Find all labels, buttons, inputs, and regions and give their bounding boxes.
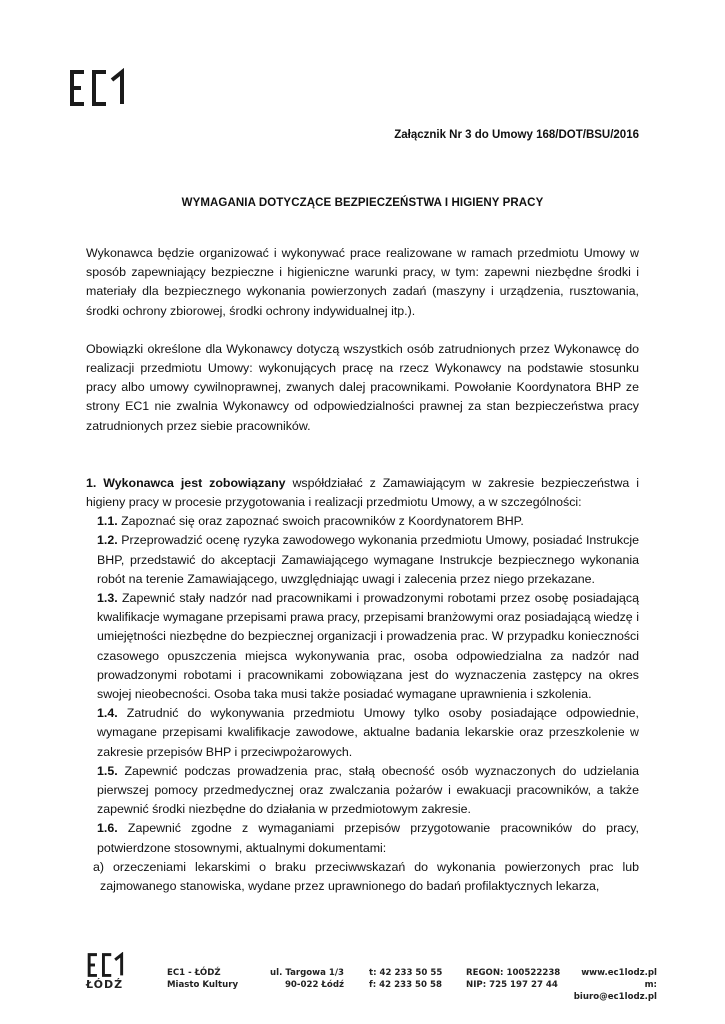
item-number: 1.1. xyxy=(97,514,118,529)
sub-list-item-a: a) orzeczeniami lekarskimi o braku przeciwwskazań do wykonania powierzonych prac lub zajmowanego stanowiska, wydane przez uprawnionego do badań profilaktycznych lekarza, xyxy=(93,859,639,894)
footer-organization xyxy=(167,967,238,991)
list-item xyxy=(86,531,639,589)
footer-org-name: EC1 - ŁÓDŹ xyxy=(167,968,221,978)
footer-regon: REGON: 100522238 xyxy=(466,968,561,978)
footer-fax: f: 42 233 50 58 xyxy=(369,980,442,990)
document-title: WYMAGANIA DOTYCZĄCE BEZPIECZEŃSTWA I HIGIENY PRACY xyxy=(181,197,544,209)
footer-logo-city: ŁÓDŹ xyxy=(86,978,124,991)
section-1-heading: 1. Wykonawca jest zobowiązany xyxy=(86,475,286,490)
item-text: Zapoznać się oraz zapoznać swoich pracowników z Koordynatorem BHP. xyxy=(117,514,524,529)
paragraph-intro: Wykonawca będzie organizować i wykonywać prace realizowane w ramach przedmiotu Umowy w sposób zapewniający bezpieczne i higieniczne warunki pracy, w tym: zapewni niezbędne środki i materiały dla bezpiecznego wykonania powierzonych zadań (maszyny i urządzenia, rusztowania, środki ochrony zbiorowej, środki ochrony indywidualnej itp.). xyxy=(86,246,639,318)
page-footer xyxy=(0,950,725,1000)
footer-phones xyxy=(369,967,442,991)
footer-registry xyxy=(466,967,560,991)
footer-contact xyxy=(563,967,657,1003)
footer-address xyxy=(268,967,344,991)
list-item xyxy=(86,512,639,531)
footer-street: ul. Targowa 1/3 xyxy=(270,968,344,978)
item-number: 1.3. xyxy=(97,591,118,606)
item-text: Zapewnić podczas prowadzenia prac, stałą obecność osób wyznaczonych do udzielania pierwszej pomocy przedmedycznej oraz zwalczania pożarów i ewakuacji pracowników, a także zapewnić środki niezbędne do działania w przedmiotowym zakresie. xyxy=(97,763,639,817)
item-text: Zapewnić stały nadzór nad pracownikami i prowadzonymi robotami przez osobę posiadającą kwalifikacje wymagane przepisami prawa pracy, przepisami branżowymi oraz posiadającą wiedzę i umiejętności niezbędne do bezpiecznej organizacji i prowadzenia prac. W przypadku konieczności czasowego opuszczenia miejsca wykonywania prac, osoba odpowiedzialna za nadzór nad prowadzonymi robotami i pracownikami zobowiązana jest do wyznaczenia zastępcy na okres swojej nieobecności. Osoba taka musi także posiadać wymagane uprawnienia i szkolenia. xyxy=(97,591,639,702)
document-body xyxy=(86,244,639,896)
item-text: Przeprowadzić ocenę ryzyka zawodowego wykonania przedmiotu Umowy, posiadać Instrukcje BHP, przedstawić do akceptacji Zamawiającego wymagane Instrukcje bezpiecznego wykonania robót na terenie Zamawiającego, uwzględniając uwagi i zalecenia przez niego przekazane. xyxy=(97,533,639,586)
list-item xyxy=(86,762,639,820)
footer-email-link[interactable]: m: biuro@ec1lodz.pl xyxy=(573,980,657,1002)
list-item xyxy=(86,819,639,857)
section-1-lead-text: współdziałać z Zamawiającym w zakresie bezpieczeństwa i higieny pracy w procesie przygotowania i realizacji przedmiotu Umowy, a w szczególności: xyxy=(86,475,639,510)
item-text: Zapewnić zgodne z wymaganiami przepisów przygotowanie pracowników do pracy, potwierdzone stosownymi, aktualnymi dokumentami: xyxy=(97,821,639,855)
ec1-logo-icon xyxy=(68,68,134,108)
footer-nip: NIP: 725 197 27 44 xyxy=(466,980,558,990)
item-number: 1.4. xyxy=(97,706,118,721)
annex-label: Załącznik Nr 3 do Umowy 168/DOT/BSU/2016 xyxy=(394,129,639,141)
item-text: Zatrudnić do wykonywania przedmiotu Umowy tylko osoby posiadające odpowiednie, wymagane przepisami kwalifikacje zawodowe, aktualne badania lekarskie oraz przeszkolenie w zakresie przepisów BHP i przeciwpożarowych. xyxy=(97,706,639,759)
item-number: 1.2. xyxy=(97,533,118,548)
item-number: 1.5. xyxy=(97,763,118,778)
list-item xyxy=(86,589,639,704)
ec1-footer-logo-icon xyxy=(86,952,130,978)
footer-website-link[interactable]: www.ec1lodz.pl xyxy=(581,968,657,978)
footer-city: 90-022 Łódź xyxy=(284,980,344,990)
footer-phone: t: 42 233 50 55 xyxy=(369,968,443,978)
list-item xyxy=(86,704,639,762)
section-1-lead xyxy=(86,474,639,512)
paragraph-obligations: Obowiązki określone dla Wykonawcy dotyczą wszystkich osób zatrudnionych przez Wykonawcę do realizacji przedmiotu Umowy: wykonujących pracę na rzecz Wykonawcy na podstawie stosunku pracy albo umowy cywilnoprawnej, zwanych dalej pracownikami. Powołanie Koordynatora BHP ze strony EC1 nie zwalnia Wykonawcy od odpowiedzialności prawnej za stan bezpieczeństwa pracy zatrudnionych przez siebie pracowników. xyxy=(86,341,639,433)
footer-org-subtitle: Miasto Kultury xyxy=(167,980,239,990)
item-number: 1.6. xyxy=(97,821,118,836)
